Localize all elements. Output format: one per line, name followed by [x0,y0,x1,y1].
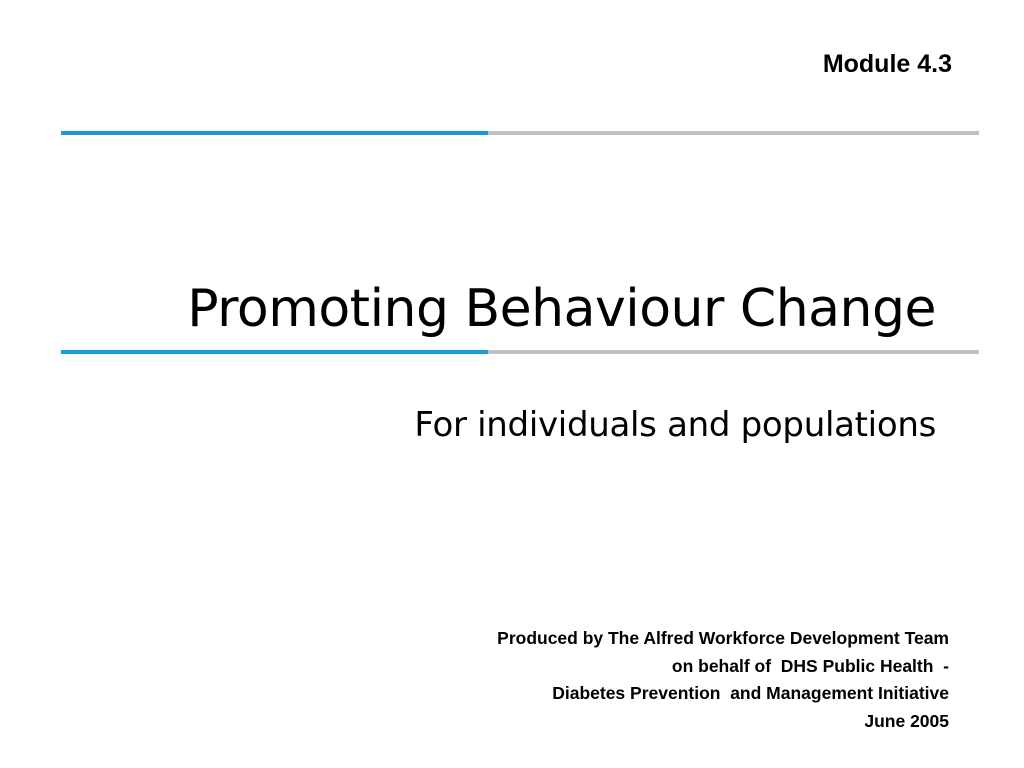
top-divider-accent [61,131,488,135]
slide-title: Promoting Behaviour Change [187,279,936,339]
slide-subtitle: For individuals and populations [414,405,936,445]
credits-line-date: June 2005 [864,710,949,731]
credits-line-behalf: on behalf of DHS Public Health - [671,655,949,676]
credits-line-producer: Produced by The Alfred Workforce Development Team [497,628,949,648]
title-divider-rest [488,350,979,354]
title-divider [61,350,979,354]
module-label: Module 4.3 [822,50,952,78]
top-divider-rest [488,131,979,135]
credits-line-initiative: Diabetes Prevention and Management Initiative [552,683,949,703]
credits-block [497,625,949,735]
top-divider [61,131,979,135]
title-divider-accent [61,350,488,354]
